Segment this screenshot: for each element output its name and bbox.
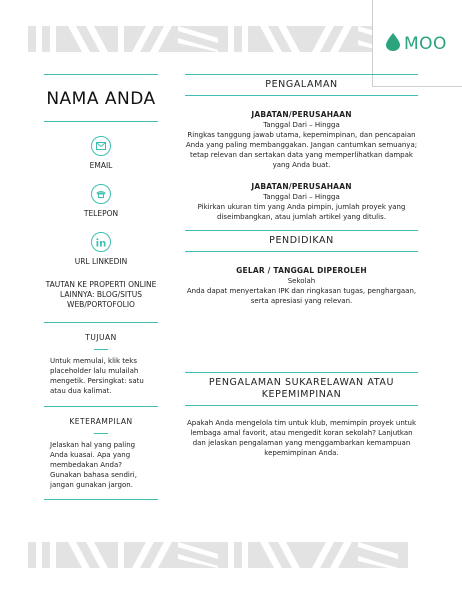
degree-title: GELAR / TANGGAL DIPEROLEH	[236, 266, 367, 275]
contact-email	[44, 136, 158, 170]
stripe-pattern	[28, 26, 408, 52]
divider	[44, 121, 158, 122]
section-heading: PENGALAMAN SUKARELAWAN ATAU KEPEMIMPINAN	[185, 372, 418, 406]
email-icon	[91, 136, 111, 156]
person-name: NAMA ANDA	[46, 89, 156, 109]
objective-body: Untuk memulai, klik teks placeholder lalu mulailah mengetik. Persingkat: satu atau dua kalimat.	[50, 357, 144, 395]
top-decorative-band	[28, 26, 408, 52]
phone-icon	[91, 184, 111, 204]
divider	[94, 433, 108, 434]
skills-body: Jelaskan hal yang paling Anda kuasai. Apa yang membedakan Anda? Gunakan bahasa sendiri, jangan gunakan jargon.	[50, 441, 137, 489]
logo-text: MOO	[404, 34, 447, 54]
skills-heading: KETERAMPILAN	[69, 417, 133, 426]
section-heading: PENGALAMAN	[185, 74, 418, 96]
left-column	[44, 74, 158, 500]
divider	[94, 349, 108, 350]
job-dates: Tanggal Dari – Hingga	[263, 193, 340, 201]
education-section	[185, 230, 418, 306]
contact-label: EMAIL	[89, 161, 113, 170]
job-title: JABATAN/PERUSAHAAN	[251, 110, 352, 119]
job-description: Pikirkan ukuran tim yang Anda pimpin, jumlah proyek yang diseimbangkan, atau jumlah artikel yang ditulis.	[197, 203, 406, 221]
divider	[44, 499, 158, 500]
contact-label: URL LINKEDIN	[74, 257, 128, 266]
job-title: JABATAN/PERUSAHAAN	[251, 182, 352, 191]
job-description: Ringkas tanggung jawab utama, kepemimpinan, dan pencapaian Anda yang paling membanggakan. Jangan cantumkan semuanya; tetap relevan dan sertakan data yang memperlihatkan dampak yang Anda buat.	[185, 131, 418, 169]
linkedin-icon	[91, 232, 111, 252]
school-name: Sekolah	[287, 277, 316, 285]
section-heading: PENDIDIKAN	[185, 230, 418, 252]
objective-heading: TUJUAN	[85, 333, 117, 342]
drop-icon	[386, 33, 400, 51]
contact-phone	[44, 184, 158, 218]
contact-linkedin	[44, 232, 158, 266]
experience-section	[185, 74, 418, 222]
divider	[44, 406, 158, 407]
education-description: Anda dapat menyertakan IPK dan ringkasan tugas, penghargaan, serta apresiasi yang relevan.	[186, 287, 417, 305]
divider	[44, 322, 158, 323]
online-links-text: TAUTAN KE PROPERTI ONLINE LAINNYA: BLOG/SITUS WEB/PORTOFOLIO	[45, 280, 157, 309]
bottom-decorative-band	[28, 542, 408, 568]
stripe-pattern	[28, 542, 408, 568]
volunteer-description: Apakah Anda mengelola tim untuk klub, memimpin proyek untuk lembaga amal favorit, atau mengedit koran sekolah? Lanjutkan dan jelaskan pengalaman yang menggambarkan kemampuan kepemimpinan Anda.	[186, 419, 417, 457]
divider	[44, 74, 158, 75]
contact-label: TELEPON	[83, 209, 119, 218]
volunteer-section	[185, 372, 418, 458]
job-dates: Tanggal Dari – Hingga	[263, 121, 340, 129]
